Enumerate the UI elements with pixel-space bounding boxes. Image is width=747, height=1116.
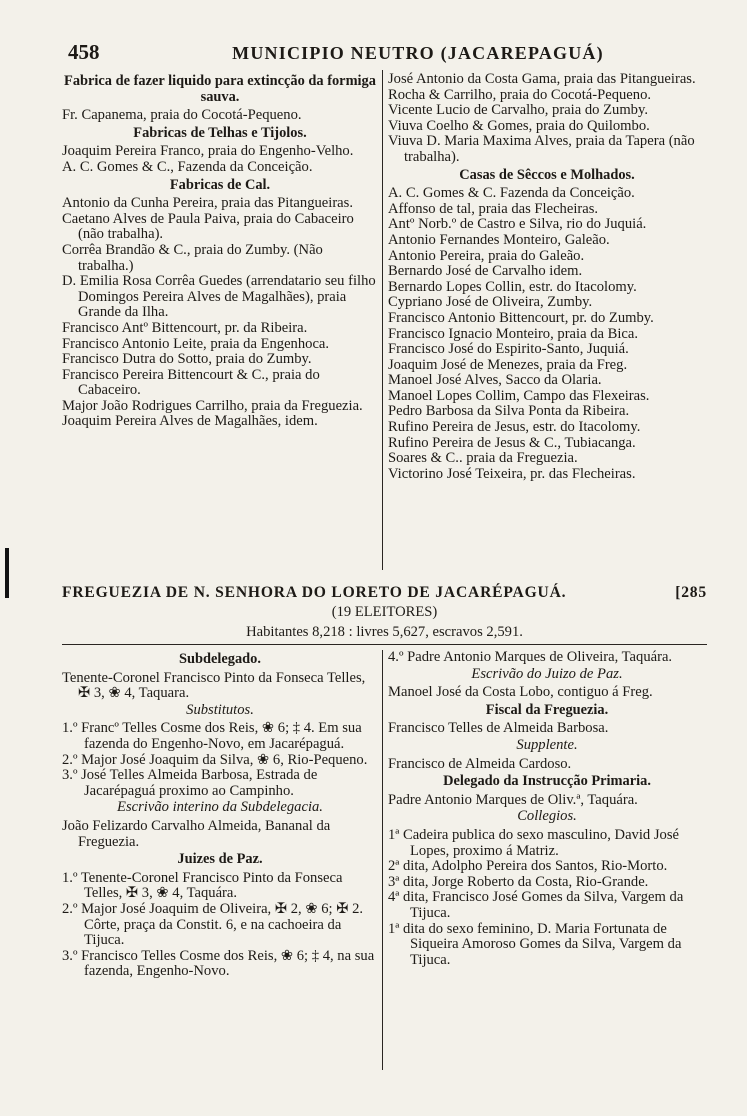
list-entry: Manoel José da Costa Lobo, contiguo á Freg. [388,684,653,701]
section-title-text: FREGUEZIA DE N. SENHORA DO LORETO DE JACARÉPAGUÁ. [62,584,567,601]
list-entry: Bernardo José de Carvalho idem. [388,263,583,280]
electors-label: ELEITORES) [354,604,438,620]
list-entry: Francisco Ignacio Monteiro, praia da Bica. [388,325,639,342]
list-entry: 3.º Francisco Telles Cosme dos Reis, ❀ 6; ‡ 4, na sua fazenda, Engenho-Novo. [62,947,375,980]
list-entry: Rocha & Carrilho, praia do Cocotá-Pequeno. [388,86,652,103]
running-head: MUNICIPIO NEUTRO (JACAREPAGUÁ) [232,43,604,63]
list-entry: Rufino Pereira de Jesus, estr. do Itacolomy. [388,419,641,436]
page-header [68,40,708,66]
list-entry: José Antonio da Costa Gama, praia das Pitangueiras. [388,71,696,87]
list-entry: D. Emilia Rosa Corrêa Guedes (arrendatario seu filho Domingos Pereira Alves de Magalhães), praia Grande da Ilha. [62,273,376,321]
list-entry: Antonio da Cunha Pereira, praia das Pitangueiras. [62,195,353,212]
list-entry: 1.º Tenente-Coronel Francisco Pinto da Fonseca Telles, ✠ 3, ❀ 4, Taquára. [62,869,343,902]
sub-heading: Escrivão interino da Subdelegacia. [117,799,323,816]
electors-count: (19 [331,604,352,620]
page-number: 458 [68,40,100,64]
list-entry: 2.º Major José Joaquim de Oliveira, ✠ 2, ❀ 6; ✠ 2. Côrte, praça da Constit. 6, e na cachoeira da Tijuca. [62,900,364,949]
list-entry: 3ª dita, Jorge Roberto da Costa, Rio-Grande. [388,873,649,890]
list-entry: Padre Antonio Marques de Oliv.ª, Taquára. [388,791,638,808]
list-entry: Tenente-Coronel Francisco Pinto da Fonseca Telles, ✠ 3, ❀ 4, Taquara. [62,669,366,702]
list-entry: Fr. Capanema, praia do Cocotá-Pequeno. [62,107,302,124]
list-entry: Francisco Antonio Bittencourt, pr. do Zumby. [388,309,654,326]
list-entry: Viuva D. Maria Maxima Alves, praia da Tapera (não trabalha). [388,133,695,165]
list-entry: Victorino José Teixeira, pr. das Flecheiras. [388,465,636,482]
section-heading: Casas de Sêccos e Molhados. [459,166,635,183]
section-heading: Fabricas de Cal. [169,176,271,193]
list-entry: Antº Norb.º de Castro e Silva, rio do Juquiá. [388,216,647,233]
list-entry: 2.º Major José Joaquim da Silva, ❀ 6, Rio-Pequeno. [62,751,368,768]
list-entry: Antonio Fernandes Monteiro, Galeão. [388,231,610,248]
list-entry: Viuva Coelho & Gomes, praia do Quilombo. [388,117,650,134]
list-entry: Francisco José do Espirito-Santo, Juquiá. [388,341,629,358]
list-entry: Francisco Telles de Almeida Barbosa. [388,720,609,737]
list-entry: Francisco de Almeida Cardoso. [388,755,572,772]
margin-mark [5,548,9,598]
list-entry: Antonio Pereira, praia do Galeão. [388,247,585,264]
list-entry: 1ª dita do sexo feminino, D. Maria Fortunata de Siqueira Amoroso Gomes da Silva, Vargem da Tijuca. [388,920,682,968]
list-entry: A. C. Gomes & C. Fazenda da Conceição. [388,185,635,202]
sub-heading: Substitutos. [186,701,254,718]
list-entry: Bernardo Lopes Collin, estr. do Itacolomy. [388,278,637,295]
list-entry: 4ª dita, Francisco José Gomes da Silva, Vargem da Tijuca. [388,889,684,921]
list-entry: 1.º Francº Telles Cosme dos Reis, ❀ 6; ‡ 4. Em sua fazenda do Engenho-Novo, em Jacarépaguá. [62,720,362,752]
list-entry: 2ª dita, Adolpho Pereira dos Santos, Rio-Morto. [388,858,668,875]
top-right-column [388,72,706,482]
list-entry: Joaquim Pereira Franco, praia do Engenho-Velho. [62,143,354,160]
section-heading: Subdelegado. [179,651,261,667]
list-entry: Caetano Alves de Paula Paiva, praia do Cabaceiro (não trabalha). [62,210,354,243]
list-entry: Joaquim José de Menezes, praia da Freg. [388,356,628,373]
top-left-column [62,72,378,430]
list-entry: Manoel Lopes Collim, Campo das Flexeiras. [388,387,650,404]
list-entry: Francisco Antonio Leite, praia da Engenhoca. [62,335,330,352]
sub-heading: Escrivão do Juizo de Paz. [471,665,623,682]
inhabitants-line: Habitantes 8,218 : livres 5,627, escravos 2,591. [246,624,523,640]
list-entry: Francisco Antº Bittencourt, pr. da Ribeira. [62,319,308,336]
sub-heading: Collegios. [517,808,577,825]
list-entry: Rufino Pereira de Jesus & C., Tubiacanga. [388,434,636,451]
list-entry: Manoel José Alves, Sacco da Olaria. [388,372,602,389]
list-entry: Affonso de tal, praia das Flecheiras. [388,200,599,217]
list-entry: A. C. Gomes & C., Fazenda da Conceição. [62,158,313,175]
section-heading: Fabrica de fazer liquido para extincção da formiga sauva. [64,73,376,105]
list-entry: Francisco Pereira Bittencourt & C., praia do Cabaceiro. [62,366,320,399]
sub-heading: Supplente. [516,736,578,753]
list-entry: Corrêa Brandão & C., praia do Zumby. (Não trabalha.) [62,241,323,274]
column-divider-bottom [382,650,383,1070]
list-entry: Pedro Barbosa da Silva Ponta da Ribeira. [388,403,630,420]
section-heading: Juizes de Paz. [177,851,263,868]
list-entry: 4.º Padre Antonio Marques de Oliveira, Taquára. [388,649,673,665]
list-entry: Major João Rodrigues Carrilho, praia da Freguezia. [62,397,363,414]
list-entry: Francisco Dutra do Sotto, praia do Zumby. [62,351,312,368]
section-heading: Delegado da Instrucção Primaria. [443,773,651,790]
section-title [62,584,707,602]
list-entry: 1ª Cadeira publica do sexo masculino, David José Lopes, proximo á Matriz. [388,826,679,859]
bottom-left-column [62,650,378,980]
list-entry: João Felizardo Carvalho Almeida, Bananal da Freguezia. [62,817,331,850]
list-entry: Soares & C.. praia da Freguezia. [388,450,578,467]
list-entry: 3.º José Telles Almeida Barbosa, Estrada de Jacarépaguá proximo ao Campinho. [62,767,318,799]
bottom-right-column [388,650,706,968]
section-ref: [285 [675,584,707,601]
section-heading: Fabricas de Telhas e Tijolos. [133,124,307,141]
list-entry: Cypriano José de Oliveira, Zumby. [388,294,593,311]
section-heading: Fiscal da Freguezia. [485,701,609,718]
list-entry: Vicente Lucio de Carvalho, praia do Zumby. [388,102,648,119]
electors-line [62,604,707,621]
section-rule [62,644,707,645]
list-entry: Joaquim Pereira Alves de Magalhães, idem. [62,413,318,430]
column-divider-top [382,70,383,570]
